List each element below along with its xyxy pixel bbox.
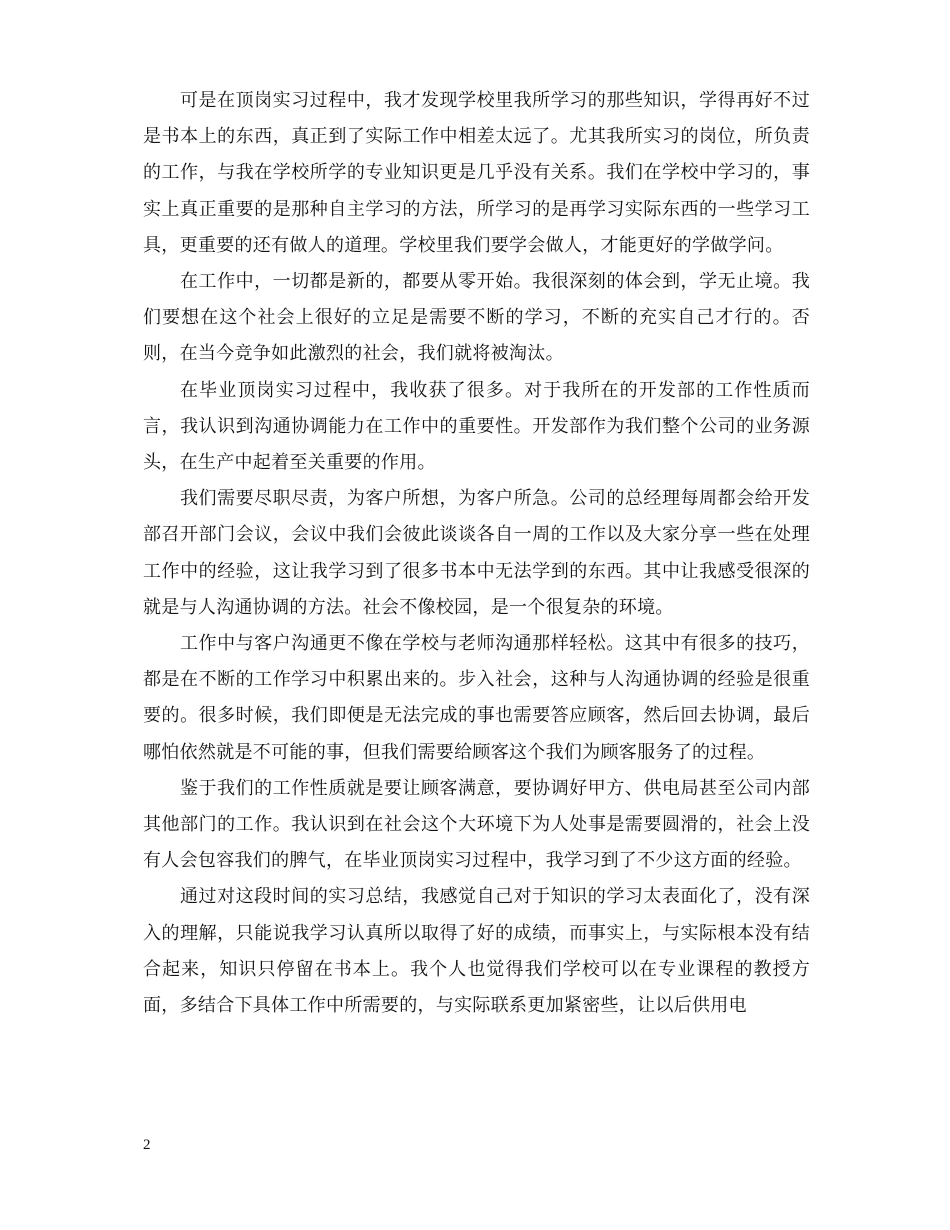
paragraph-2: 在工作中，一切都是新的，都要从零开始。我很深刻的体会到，学无止境。我们要想在这个社会上很好的立足是需要不断的学习，不断的充实自己才行的。否则，在当今竞争如此激烈的社会，我们就将被淘汰。 — [143, 271, 810, 365]
paragraph-1: 可是在顶岗实习过程中，我才发现学校里我所学习的那些知识，学得再好不过是书本上的东西，真正到了实际工作中相差太远了。尤其我所实习的岗位，所负责的工作，与我在学校所学的专业知识更是几乎没有关系。我们在学校中学习的，事实上真正重要的是那种自主学习的方法，所学习的是再学习实际东西的一些学习工具，更重要的还有做人的道理。学校里我们要学会做人，才能更好的学做学问。 — [143, 90, 810, 256]
paragraph-4: 我们需要尽职尽责，为客户所想，为客户所急。公司的总经理每周都会给开发部召开部门会议，会议中我们会彼此谈谈各自一周的工作以及大家分享一些在处理工作中的经验，这让我学习到了很多书本中无法学到的东西。其中让我感受很深的就是与人沟通协调的方法。社会不像校园，是一个很复杂的环境。 — [143, 488, 810, 618]
paragraph-6: 鉴于我们的工作性质就是要让顾客满意，要协调好甲方、供电局甚至公司内部其他部门的工作。我认识到在社会这个大环境下为人处事是需要圆滑的，社会上没有人会包容我们的脾气，在毕业顶岗实习过程中，我学习到了不少这方面的经验。 — [143, 777, 810, 872]
paragraph-3: 在毕业顶岗实习过程中，我收获了很多。对于我所在的开发部的工作性质而言，我认识到沟通协调能力在工作中的重要性。开发部作为我们整个公司的业务源头，在生产中起着至关重要的作用。 — [143, 379, 810, 474]
page-number: 2 — [143, 1137, 151, 1153]
body-text — [143, 83, 810, 1024]
paragraph-5: 工作中与客户沟通更不像在学校与老师沟通那样轻松。这其中有很多的技巧，都是在不断的工作学习中积累出来的。步入社会，这种与人沟通协调的经验是很重要的。很多时候，我们即便是无法完成的事也需要答应顾客，然后回去协调，最后哪怕依然就是不可能的事，但我们需要给顾客这个我们为顾客服务了的过程。 — [143, 633, 810, 763]
paragraph-7: 通过对这段时间的实习总结，我感觉自己对于知识的学习太表面化了，没有深入的理解，只能说我学习认真所以取得了好的成绩，而事实上，与实际根本没有结合起来，知识只停留在书本上。我个人也觉得我们学校可以在专业课程的教授方面，多结合下具体工作中所需要的，与实际联系更加紧密些，让以后供用电 — [143, 886, 810, 1017]
